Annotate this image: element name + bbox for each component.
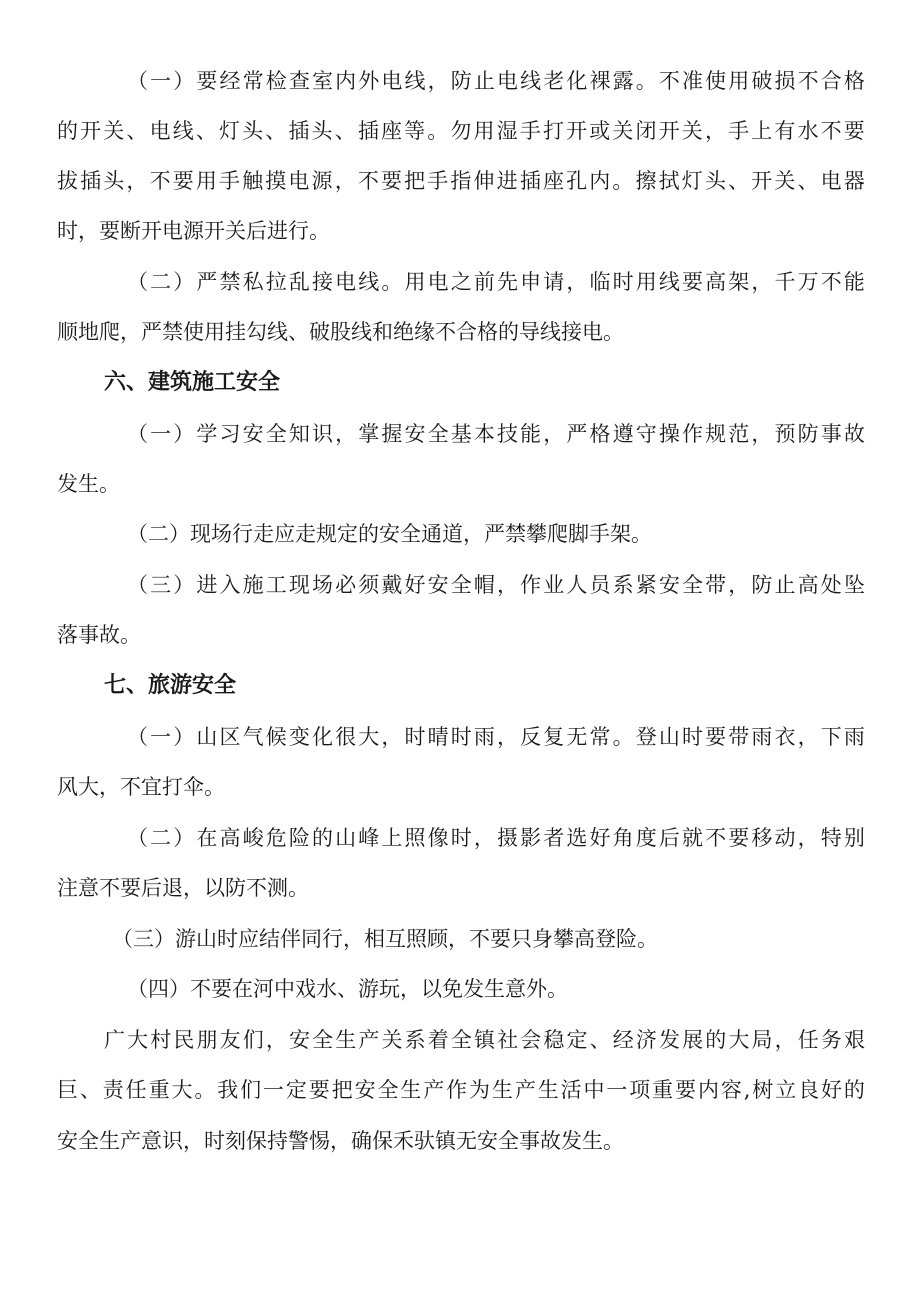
paragraph-line: 注意不要后退，以防不测。 — [57, 876, 309, 900]
paragraph-line: 发生。 — [57, 472, 120, 496]
section-heading: 七、旅游安全 — [104, 673, 237, 698]
paragraph-line: 安全生产意识，时刻保持警惕，确保禾驮镇无安全事故发生。 — [57, 1129, 624, 1153]
paragraph-line: 拔 插 头 ， 不 要 用 手 触 摸 电 源 ， 不 要 把 手 指 伸 进 插 座 孔 内 。 擦 拭 灯 头 、 开 关 、 电 器 — [57, 169, 865, 193]
paragraph-line: （ 一 ） 要 经 常 检 查 室 内 外 电 线 ， 防 止 电 线 老 化 裸 露 。 不 准 使 用 破 损 不 合 格 — [127, 69, 865, 93]
section-heading: 六、建筑施工安全 — [104, 370, 281, 395]
paragraph-line: （四）不要在河中戏水、游玩，以免发生意外。 — [127, 977, 568, 1001]
paragraph-line: 时，要断开电源开关后进行。 — [57, 219, 330, 243]
paragraph-line: （ 三 ） 进 入 施 工 现 场 必 须 戴 好 安 全 帽 ， 作 业 人 员 系 紧 安 全 带 ， 防 止 高 处 坠 — [127, 573, 865, 597]
paragraph-line: （ 一 ） 山 区 气 候 变 化 很 大 ， 时 晴 时 雨 ， 反 复 无 常 。 登 山 时 要 带 雨 衣 ， 下 雨 — [127, 725, 865, 749]
paragraph-line: 广 大 村 民 朋 友 们 ， 安 全 生 产 关 系 着 全 镇 社 会 稳 定 、 经 济 发 展 的 大 局 ， 任 务 艰 — [104, 1028, 865, 1052]
paragraph-line: （二）现场行走应走规定的安全通道，严禁攀爬脚手架。 — [127, 522, 652, 546]
paragraph-line: 落事故。 — [57, 623, 141, 647]
paragraph-line: 巨 、 责 任 重 大 。 我 们 一 定 要 把 安 全 生 产 作 为 生 产 生 活 中 一 项 重 要 内 容 , 树 立 良 好 的 — [57, 1078, 865, 1102]
paragraph-line: （ 二 ） 严 禁 私 拉 乱 接 电 线 。 用 电 之 前 先 申 请 ， 临 时 用 线 要 高 架 ， 千 万 不 能 — [127, 270, 865, 294]
paragraph-line: （ 一 ） 学 习 安 全 知 识 ， 掌 握 安 全 基 本 技 能 ， 严 格 遵 守 操 作 规 范 ， 预 防 事 故 — [127, 422, 865, 446]
paragraph-line: 风大，不宜打伞。 — [57, 775, 225, 799]
paragraph-line: （三）游山时应结伴同行，相互照顾，不要只身攀高登险。 — [112, 927, 658, 951]
paragraph-line: （ 二 ） 在 高 峻 危 险 的 山 峰 上 照 像 时 ， 摄 影 者 选 好 角 度 后 就 不 要 移 动 ， 特 别 — [127, 826, 865, 850]
paragraph-line: 顺地爬，严禁使用挂勾线、破股线和绝缘不合格的导线接电。 — [57, 320, 624, 344]
paragraph-line: 的 开 关 、 电 线 、 灯 头 、 插 头 、 插 座 等 。 勿 用 湿 手 打 开 或 关 闭 开 关 ， 手 上 有 水 不 要 — [57, 119, 865, 143]
